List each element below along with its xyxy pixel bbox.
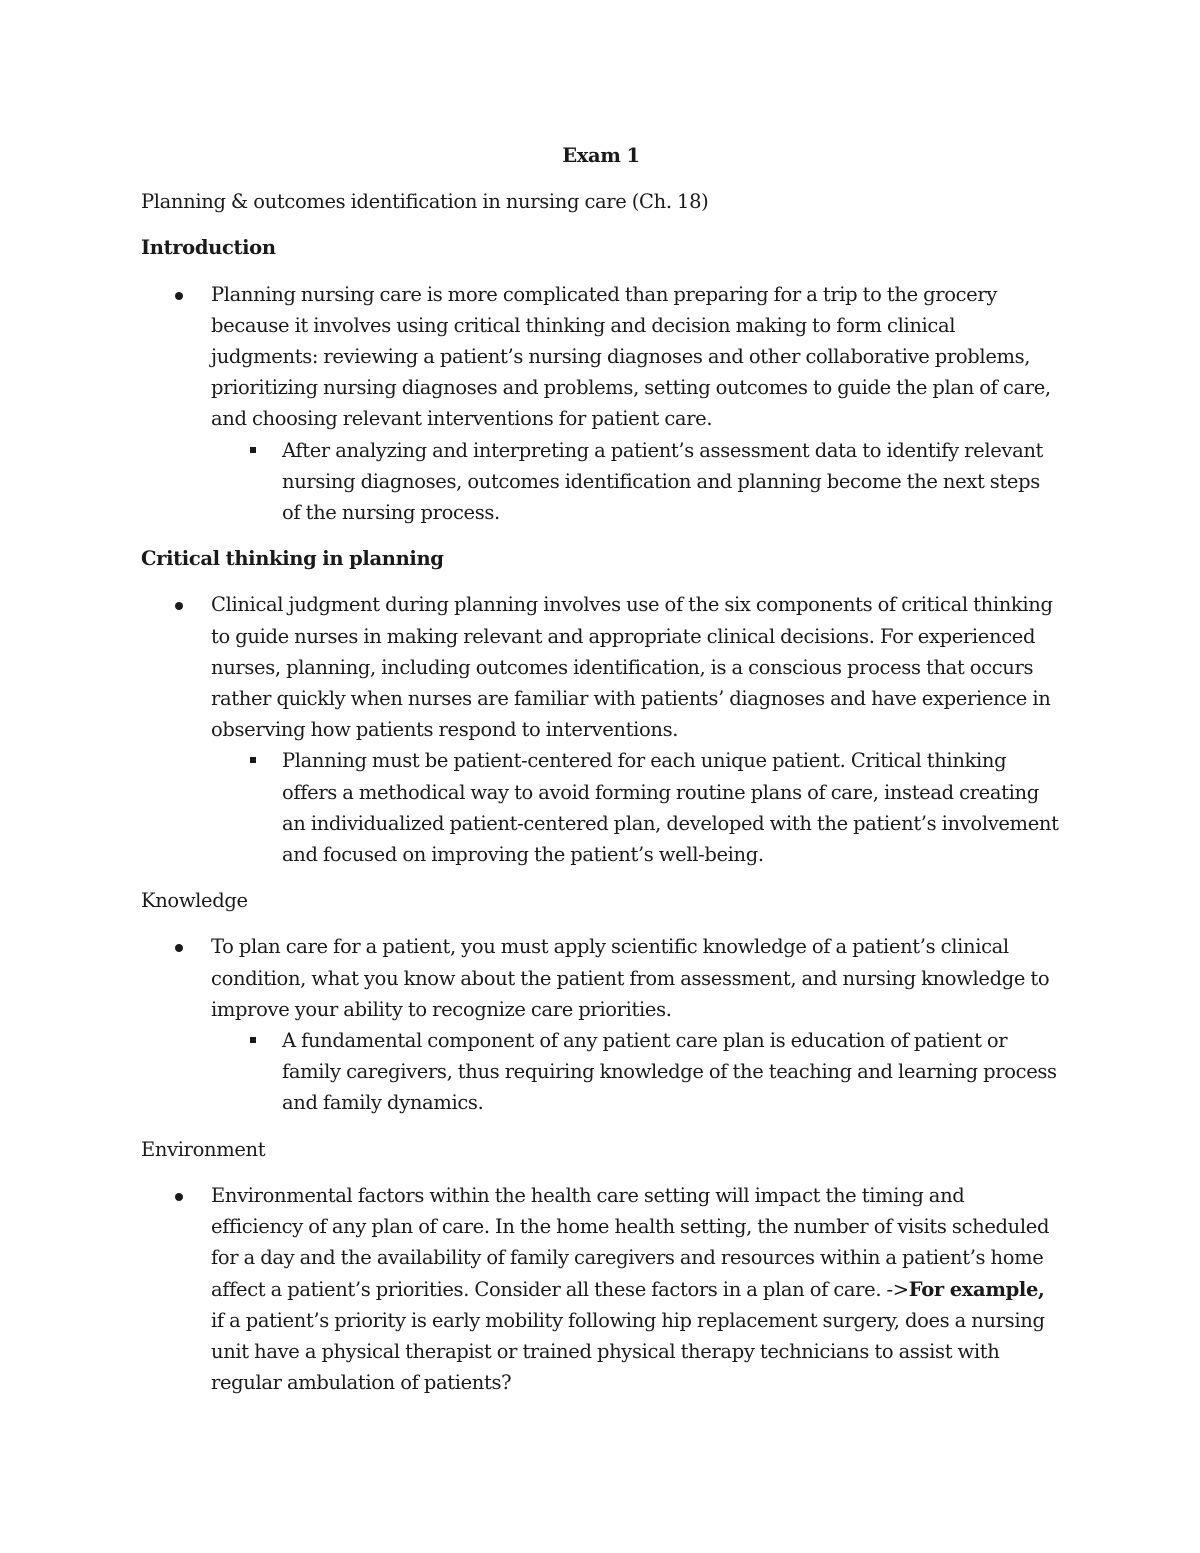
square-bullet-icon — [250, 1037, 256, 1043]
section-heading-critical-thinking: Critical thinking in planning — [141, 547, 444, 571]
bullet-text-part-2: if a patient’s priority is early mobility following hip replacement surgery, does a nursing unit have a physical therapist or trained physical therapy technicians to assist with regular ambulation of patients? — [211, 1308, 1045, 1395]
sub-list-item — [141, 435, 1061, 529]
bullet-icon — [175, 944, 183, 952]
sub-list-item — [141, 1025, 1061, 1119]
bullet-text: To plan care for a patient, you must apply scientific knowledge of a patient’s clinical condition, what you know about the patient from assessment, and nursing knowledge to improve your ability to recognize care priorities. — [211, 935, 1050, 1021]
list-item — [141, 279, 1061, 435]
sub-bullet-text: Planning must be patient-centered for each unique patient. Critical thinking offers a methodical way to avoid forming routine plans of care, instead creating an individualized patient-centered plan, developed with the patient’s involvement and focused on improving the patient’s well-being. — [282, 749, 1059, 867]
section-knowledge — [141, 885, 1061, 1118]
bullet-icon — [175, 1193, 183, 1201]
list-item — [141, 589, 1061, 745]
bullet-icon — [175, 292, 183, 300]
bullet-text: Clinical judgment during planning involves use of the six components of critical thinking to guide nurses in making relevant and appropriate clinical decisions. For experienced nurses, planning, including outcomes identification, is a conscious process that occurs rather quickly when nurses are familiar with patients’ diagnoses and have experience in observing how patients respond to interventions. — [211, 593, 1053, 742]
bullet-text-bold: For example, — [908, 1277, 1045, 1301]
section-critical-thinking — [141, 543, 1061, 870]
bullet-text-part-1: Environmental factors within the health care setting will impact the timing and efficiency of any plan of care. In the home health setting, the number of visits scheduled for a day and the availability of family caregivers and resources within a patient’s home affect a patient’s priorities. Consider all these factors in a plan of care. -> — [211, 1183, 1050, 1301]
sub-bullet-text: A fundamental component of any patient care plan is education of patient or family caregivers, thus requiring knowledge of the teaching and learning process and family dynamics. — [282, 1029, 1057, 1115]
document-subtitle: Planning & outcomes identification in nursing care (Ch. 18) — [141, 190, 709, 214]
section-heading-introduction: Introduction — [141, 236, 276, 260]
section-environment — [141, 1134, 1061, 1399]
list-item — [141, 1180, 1061, 1398]
square-bullet-icon — [250, 757, 256, 763]
bullet-text: Planning nursing care is more complicated than preparing for a trip to the grocery because it involves using critical thinking and decision making to form clinical judgments: reviewing a patient’s nursing diagnoses and other collaborative problems, prioritizing nursing diagnoses and problems, setting outcomes to guide the plan of care, and choosing relevant interventions for patient care. — [211, 282, 1051, 431]
section-introduction — [141, 232, 1061, 528]
square-bullet-icon — [250, 447, 256, 453]
list-item — [141, 931, 1061, 1025]
document-title: Exam 1 — [562, 144, 640, 167]
sub-list-item — [141, 745, 1061, 870]
bullet-icon — [175, 602, 183, 610]
section-heading-knowledge: Knowledge — [141, 889, 248, 913]
document-body — [141, 140, 1061, 1398]
sub-bullet-text: After analyzing and interpreting a patient’s assessment data to identify relevant nursing diagnoses, outcomes identification and planning become the next steps of the nursing process. — [282, 438, 1044, 525]
section-heading-environment: Environment — [141, 1137, 266, 1161]
